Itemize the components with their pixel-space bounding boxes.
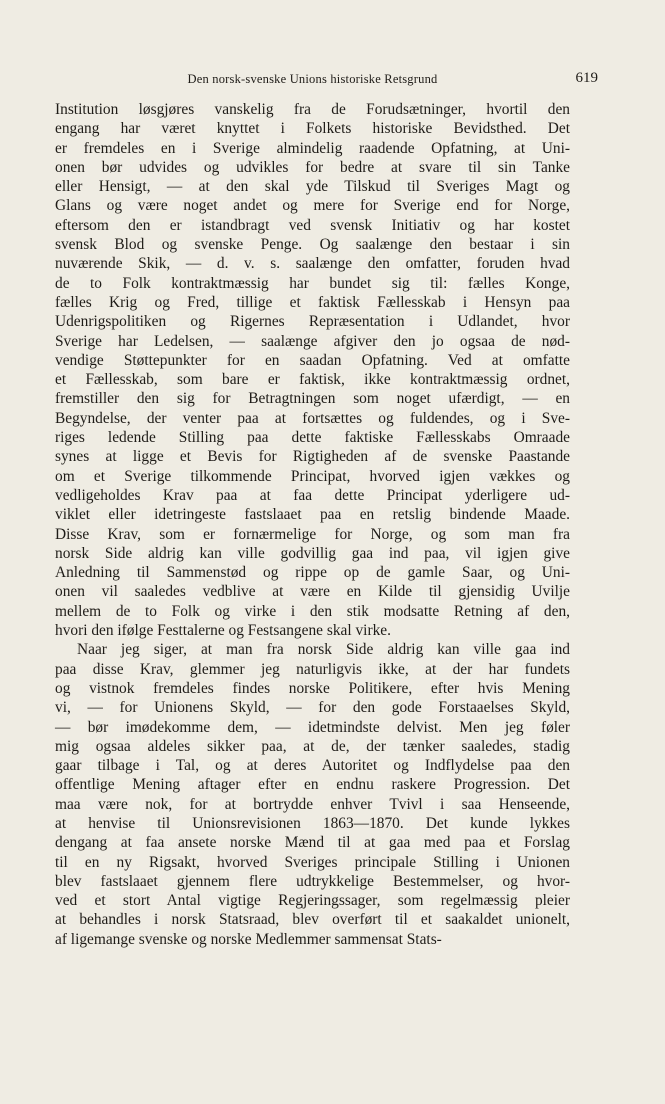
body-text [55,100,570,949]
text-line: fremstiller den sig for Betragtningen som noget ufærdigt, — en [55,390,570,408]
text-line: blev fastslaaet gjennem flere udtrykkelige Bestemmelser, og hvor- [55,872,570,890]
text-line: til en ny Rigsakt, hvorved Sveriges principale Stilling i Unionen [55,853,570,871]
text-line: Glans og være noget andet og mere for Sverige end for Norge, [55,197,570,215]
text-line: maa være nok, for at bortrydde enhver Tvivl i saa Henseende, [55,795,570,813]
text-line: svensk Blod og svenske Penge. Og saalænge den bestaar i sin [55,236,570,254]
text-line: riges ledende Stilling paa dette faktiske Fællesskabs Omraade [55,429,570,447]
text-line: onen vil saaledes vedblive at være en Kilde til gjensidig Uvilje [55,583,570,601]
text-line: de to Folk kontraktmæssig har bundet sig til: fælles Konge, [55,274,570,292]
text-line: et Fællesskab, som bare er faktisk, ikke kontraktmæssig ordnet, [55,371,570,389]
text-line: at henvise til Unionsrevisionen 1863—1870. Det kunde lykkes [55,814,570,832]
text-line: Naar jeg siger, at man fra norsk Side aldrig kan ville gaa ind [77,641,570,659]
text-line: at behandles i norsk Statsraad, blev overført til et saakaldet unionelt, [55,911,570,929]
text-line: paa disse Krav, glemmer jeg naturligvis ikke, at der har fundets [55,660,570,678]
page-number: 619 [575,70,598,86]
text-line: og vistnok fremdeles findes norske Politikere, efter hvis Mening [55,679,570,697]
text-line: om et Sverige tilkommende Principat, hvorved igjen vækkes og [55,467,570,485]
text-line: eller Hensigt, — at den skal yde Tilskud til Sveriges Magt og [55,178,570,196]
text-line: fælles Krig og Fred, tillige et faktisk Fællesskab i Hensyn paa [55,293,570,311]
page-header [55,70,598,92]
text-line: Institution løsgjøres vanskelig fra de Forudsætninger, hvortil den [55,101,570,118]
text-line: vedligeholdes Krav paa at faa dette Principat yderligere ud- [55,486,570,504]
text-line: norsk Side aldrig kan ville godvillig gaa ind paa, vil igjen give [55,544,570,562]
text-line: mellem de to Folk og virke i den stik modsatte Retning af den, [55,602,570,620]
text-line: dengang at faa ansete norske Mænd til at gaa med paa et Forslag [55,834,570,852]
text-line: synes at ligge et Bevis for Rigtigheden af de svenske Paastande [55,448,570,466]
text-line: nuværende Skik, — d. v. s. saalænge den omfatter, foruden hvad [55,255,570,273]
running-title: Den norsk-svenske Unions historiske Retsgrund [187,72,438,86]
text-line: hvori den ifølge Festtalerne og Festsangene skal virke. [55,622,391,640]
text-line: Anledning til Sammenstød og rippe op de gamle Saar, og Uni- [55,564,570,582]
text-line: — bør imødekomme dem, — idetmindste delvist. Men jeg føler [55,718,570,736]
text-line: Udenrigspolitiken og Rigernes Repræsentation i Udlandet, hvor [55,313,570,331]
text-line: onen bør udvides og udvikles for bedre at svare til sin Tanke [55,158,570,176]
text-line: Sverige har Ledelsen, — saalænge afgiver den jo ogsaa de nød- [55,332,570,350]
text-line: vi, — for Unionens Skyld, — for den gode Forstaaelses Skyld, [55,699,570,717]
text-line: Begyndelse, der venter paa at fortsættes og fuldendes, og i Sve- [55,409,570,427]
text-line: ved et stort Antal vigtige Regjeringssager, som regelmæssig pleier [55,892,570,910]
text-line: er fremdeles en i Sverige almindelig raadende Opfatning, at Uni- [55,139,570,157]
text-line: viklet eller idetringeste fastslaaet paa en retslig bindende Maade. [55,506,570,524]
text-line: gaar tilbage i Tal, og at deres Autoritet og Indflydelse paa den [55,757,570,775]
text-line: engang har været knyttet i Folkets historiske Bevidsthed. Det [55,120,570,138]
text-line: Disse Krav, som er fornærmelige for Norge, og som man fra [55,525,570,543]
text-line: eftersom den er istandbragt ved svensk Initiativ og har kostet [55,216,570,234]
text-line: offentlige Mening aftager efter en endnu raskere Progression. Det [55,776,570,794]
text-line: af ligemange svenske og norske Medlemmer sammensat Stats- [55,930,442,948]
text-line: vendige Støttepunkter for en saadan Opfatning. Ved at omfatte [55,351,570,369]
text-line: mig ogsaa aldeles sikker paa, at de, der tænker saaledes, stadig [55,737,570,755]
